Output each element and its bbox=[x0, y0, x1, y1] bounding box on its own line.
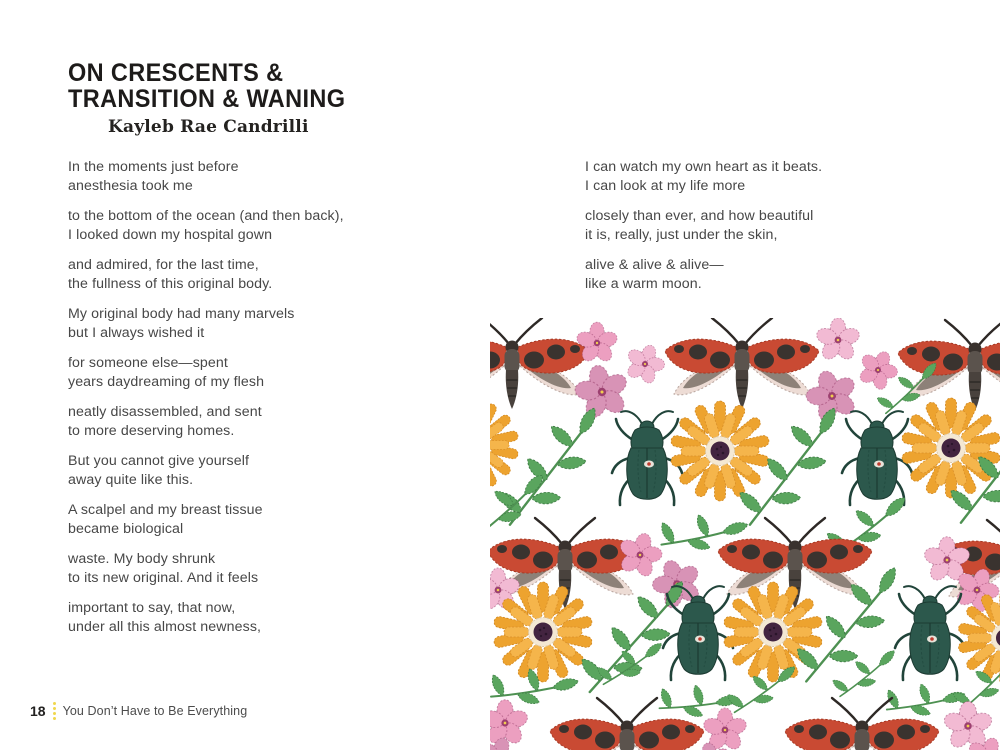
poem-stanza bbox=[68, 452, 478, 490]
book-title: You Don’t Have to Be Everything bbox=[62, 704, 248, 718]
poem-line: the fullness of this original body. bbox=[68, 276, 273, 292]
poem-stanza bbox=[68, 207, 478, 245]
poem-line: like a warm moon. bbox=[585, 276, 702, 292]
poem-line: My original body had many marvels bbox=[68, 306, 295, 322]
poem-line: I can watch my own heart as it beats. bbox=[585, 159, 823, 175]
poem-stanza bbox=[68, 158, 478, 196]
poem-stanza bbox=[68, 403, 478, 441]
poem-title bbox=[68, 60, 345, 112]
moth-motif bbox=[550, 698, 704, 750]
poem-stanza bbox=[68, 305, 478, 343]
moth-motif bbox=[490, 318, 589, 409]
moth-motif bbox=[665, 318, 819, 409]
poem-stanza bbox=[68, 256, 478, 294]
blossom-motif bbox=[568, 360, 635, 425]
poem-stanza bbox=[68, 550, 478, 588]
poem-line: and admired, for the last time, bbox=[68, 257, 259, 273]
page-number: 18 bbox=[30, 703, 46, 719]
blossom-motif bbox=[815, 318, 862, 362]
poem-line: But you cannot give yourself bbox=[68, 453, 250, 469]
yellow-dot-divider-icon bbox=[53, 702, 56, 720]
poem-stanza bbox=[68, 599, 478, 637]
poem-line: In the moments just before bbox=[68, 159, 239, 175]
poem-stanza bbox=[585, 158, 985, 196]
poem-title-line2: TRANSITION & WANING bbox=[68, 85, 346, 113]
blossom-motif bbox=[490, 700, 530, 747]
poem-line: to its new original. And it feels bbox=[68, 570, 259, 586]
poem-line: A scalpel and my breast tissue bbox=[68, 502, 263, 518]
poem-line: became biological bbox=[68, 521, 184, 537]
poem-line: to the bottom of the ocean (and then back), bbox=[68, 208, 344, 224]
embroidery-illustration bbox=[490, 318, 1000, 750]
poem-author: Kayleb Rae Candrilli bbox=[108, 117, 309, 137]
poem-line: important to say, that now, bbox=[68, 600, 236, 616]
poem-title-line1: ON CRESCENTS & bbox=[68, 59, 284, 87]
marigold-motif bbox=[490, 400, 519, 490]
beetle-motif bbox=[895, 586, 965, 680]
poem-stanza bbox=[585, 207, 985, 245]
marigold-motif bbox=[723, 582, 823, 682]
poem-stanza bbox=[68, 354, 478, 392]
embroidery-pattern-svg bbox=[490, 318, 1000, 750]
poem-line: for someone else—spent bbox=[68, 355, 228, 371]
poem-left-column bbox=[68, 158, 478, 648]
poem-line: to more deserving homes. bbox=[68, 423, 235, 439]
poem-line: under all this almost newness, bbox=[68, 619, 262, 635]
blossom-motif bbox=[851, 343, 905, 396]
poem-line: closely than ever, and how beautiful bbox=[585, 208, 814, 224]
marigold-motif bbox=[670, 401, 770, 501]
poem-line: away quite like this. bbox=[68, 472, 194, 488]
poem-line: alive & alive & alive— bbox=[585, 257, 724, 273]
poem-line: years daydreaming of my flesh bbox=[68, 374, 265, 390]
poem-line: I looked down my hospital gown bbox=[68, 227, 273, 243]
poem-line: but I always wished it bbox=[68, 325, 205, 341]
poem-line: I can look at my life more bbox=[585, 178, 746, 194]
poem-right-column bbox=[585, 158, 985, 305]
poem-line: anesthesia took me bbox=[68, 178, 193, 194]
poem-line: waste. My body shrunk bbox=[68, 551, 216, 567]
poem-stanza bbox=[68, 501, 478, 539]
poem-stanza bbox=[585, 256, 985, 294]
poem-line: it is, really, just under the skin, bbox=[585, 227, 778, 243]
marigold-motif bbox=[901, 398, 1000, 498]
page-footer bbox=[30, 702, 247, 720]
beetle-motif bbox=[842, 411, 912, 505]
poem-line: neatly disassembled, and sent bbox=[68, 404, 262, 420]
leaf-sprig-motif bbox=[722, 663, 804, 713]
